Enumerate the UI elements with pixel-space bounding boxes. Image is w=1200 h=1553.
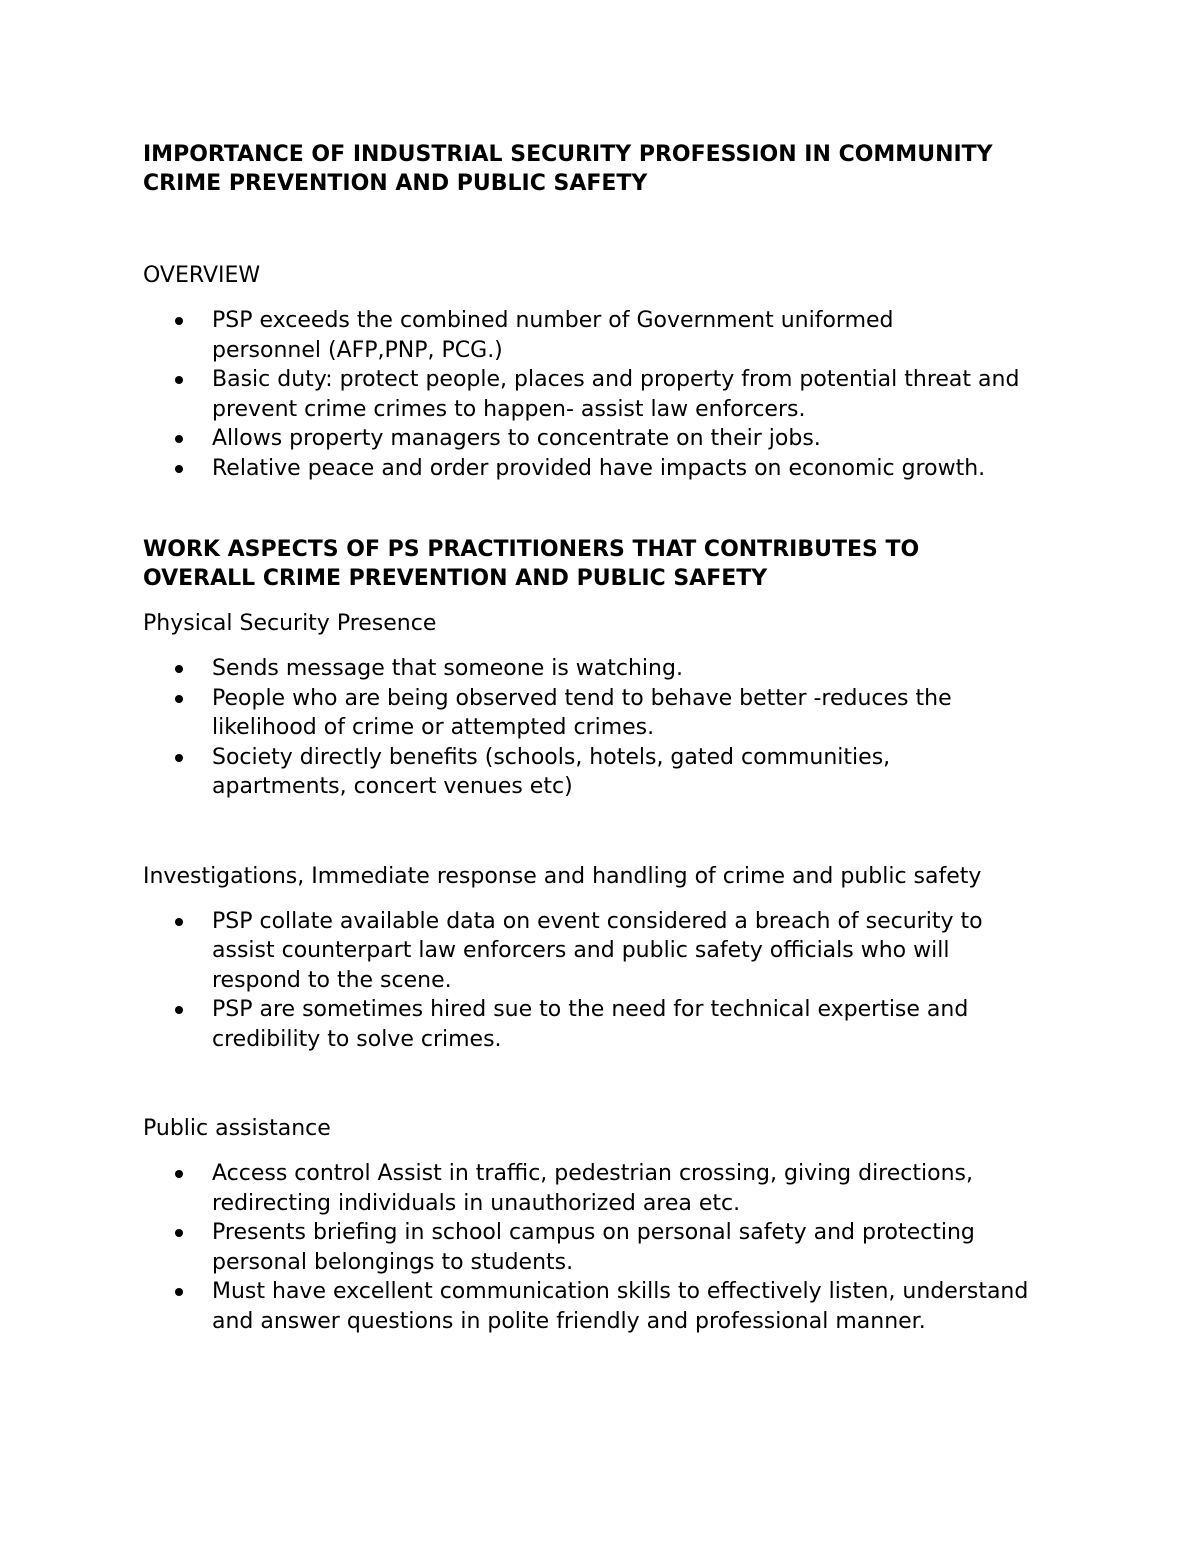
work-aspects-title-line-1: WORK ASPECTS OF PS PRACTITIONERS THAT CONTRIBUTES TO	[143, 537, 920, 562]
list-item: Access control Assist in traffic, pedestrian crossing, giving directions, redirecting individuals in unauthorized area etc.	[143, 1159, 1042, 1218]
list-item: People who are being observed tend to behave better -reduces the likelihood of crime or attempted crimes.	[143, 684, 1012, 743]
list-item: Must have excellent communication skills to effectively listen, understand and answer questions in polite friendly and professional manner.	[143, 1277, 1042, 1336]
list-item: PSP are sometimes hired sue to the need for technical expertise and credibility to solve crimes.	[143, 995, 1042, 1054]
overview-list	[143, 306, 1063, 483]
overview-heading: OVERVIEW	[143, 263, 261, 288]
list-item: PSP exceeds the combined number of Government uniformed personnel (AFP,PNP, PCG.)	[143, 306, 942, 365]
list-item: Presents briefing in school campus on personal safety and protecting personal belongings to students.	[143, 1218, 1042, 1277]
investigations-list	[143, 907, 1063, 1055]
investigations-heading: Investigations, Immediate response and handling of crime and public safety	[143, 863, 982, 889]
document-title-line-1: IMPORTANCE OF INDUSTRIAL SECURITY PROFESSION IN COMMUNITY	[143, 142, 993, 167]
list-item: Allows property managers to concentrate on their jobs.	[143, 424, 1063, 454]
public-assistance-heading: Public assistance	[143, 1116, 331, 1141]
document-page	[143, 140, 1063, 1336]
list-item: PSP collate available data on event considered a breach of security to assist counterpart law enforcers and public safety officials who will respond to the scene.	[143, 907, 1042, 996]
physical-security-list	[143, 654, 1063, 802]
physical-security-heading: Physical Security Presence	[143, 611, 437, 636]
list-item: Society directly benefits (schools, hotels, gated communities, apartments, concert venues etc)	[143, 743, 972, 802]
document-title-line-2: CRIME PREVENTION AND PUBLIC SAFETY	[143, 171, 648, 196]
document-title	[143, 140, 1063, 198]
public-assistance-list	[143, 1159, 1063, 1336]
work-aspects-title	[143, 535, 1063, 593]
list-item: Relative peace and order provided have impacts on economic growth.	[143, 454, 1063, 484]
list-item: Sends message that someone is watching.	[143, 654, 1063, 684]
list-item: Basic duty: protect people, places and property from potential threat and prevent crime crimes to happen- assist law enforcers.	[143, 365, 1042, 424]
work-aspects-title-line-2: OVERALL CRIME PREVENTION AND PUBLIC SAFETY	[143, 566, 768, 591]
